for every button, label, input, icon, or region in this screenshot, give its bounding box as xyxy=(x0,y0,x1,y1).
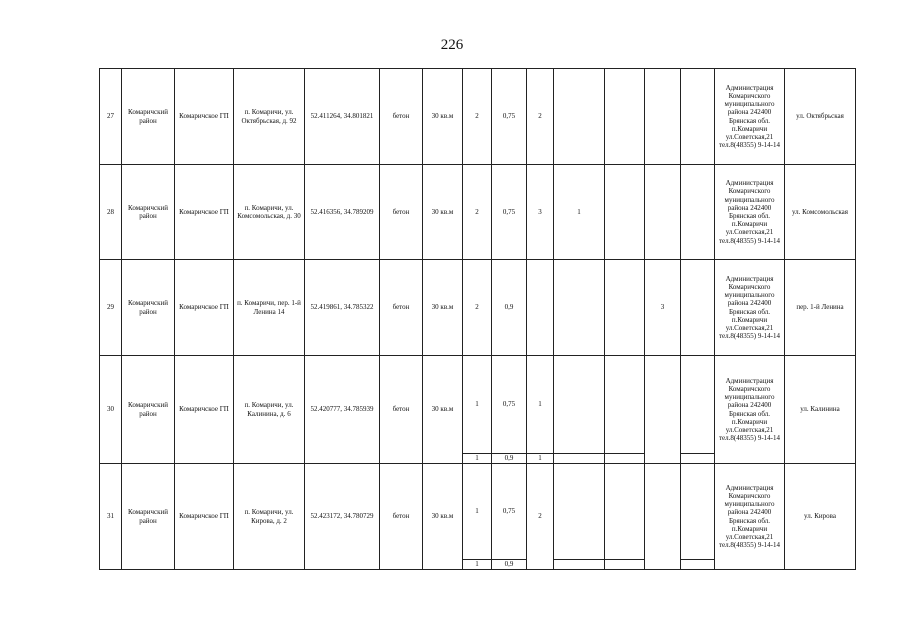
count-cell xyxy=(681,69,715,165)
count-cell: 2 xyxy=(527,464,554,570)
count-cell xyxy=(681,454,715,464)
count-cell xyxy=(554,69,605,165)
containers-cell: 2 xyxy=(463,165,492,260)
area-cell: 30 кв.м xyxy=(423,260,463,356)
volume-cell: 0,9 xyxy=(492,560,527,570)
containers-cell: 1 xyxy=(463,560,492,570)
volume-cell: 0,9 xyxy=(492,454,527,464)
containers-cell: 2 xyxy=(463,260,492,356)
count-cell xyxy=(645,69,681,165)
count-cell xyxy=(605,356,645,454)
address-cell: п. Комаричи, пер. 1-й Ленина 14 xyxy=(234,260,305,356)
count-cell: 3 xyxy=(645,260,681,356)
area-cell: 30 кв.м xyxy=(423,165,463,260)
surface-cell: бетон xyxy=(380,260,423,356)
settlement-cell: Комаричское ГП xyxy=(175,165,234,260)
containers-cell: 2 xyxy=(463,69,492,165)
street-cell: пер. 1-й Ленина xyxy=(785,260,856,356)
table-row xyxy=(100,165,856,260)
count-cell xyxy=(554,464,605,560)
volume-cell: 0,75 xyxy=(492,356,527,454)
district-cell: Комаричский район xyxy=(122,356,175,464)
table-row xyxy=(100,464,856,560)
count-cell xyxy=(645,165,681,260)
count-cell xyxy=(554,260,605,356)
count-cell: 1 xyxy=(527,356,554,454)
row-number: 29 xyxy=(100,260,122,356)
coordinates-cell: 52.420777, 34.785939 xyxy=(305,356,380,464)
count-cell xyxy=(605,69,645,165)
count-cell xyxy=(605,260,645,356)
table-row xyxy=(100,69,856,165)
address-cell: п. Комаричи, ул. Кирова, д. 2 xyxy=(234,464,305,570)
count-cell xyxy=(554,454,605,464)
surface-cell: бетон xyxy=(380,69,423,165)
street-cell: ул. Калинина xyxy=(785,356,856,464)
count-cell xyxy=(681,356,715,454)
count-cell xyxy=(681,260,715,356)
count-cell: 1 xyxy=(527,454,554,464)
count-cell xyxy=(605,454,645,464)
table-row xyxy=(100,260,856,356)
count-cell xyxy=(681,165,715,260)
settlement-cell: Комаричское ГП xyxy=(175,260,234,356)
count-cell: 1 xyxy=(554,165,605,260)
page-number: 226 xyxy=(440,37,464,53)
owner-cell: Администрация Комаричского муниципального района 242400 Брянская обл. п.Комаричи ул.Советская,21 тел.8(48355) 9-14-14 xyxy=(715,165,785,260)
volume-cell: 0,75 xyxy=(492,464,527,560)
area-cell: 30 кв.м xyxy=(423,464,463,570)
coordinates-cell: 52.416356, 34.789209 xyxy=(305,165,380,260)
count-cell xyxy=(681,560,715,570)
district-cell: Комаричский район xyxy=(122,165,175,260)
owner-cell: Администрация Комаричского муниципального района 242400 Брянская обл. п.Комаричи ул.Советская,21 тел.8(48355) 9-14-14 xyxy=(715,69,785,165)
volume-cell: 0,75 xyxy=(492,69,527,165)
row-number: 30 xyxy=(100,356,122,464)
row-number: 28 xyxy=(100,165,122,260)
count-cell xyxy=(605,464,645,560)
surface-cell: бетон xyxy=(380,356,423,464)
owner-cell: Администрация Комаричского муниципального района 242400 Брянская обл. п.Комаричи ул.Советская,21 тел.8(48355) 9-14-14 xyxy=(715,464,785,570)
count-cell xyxy=(605,560,645,570)
coordinates-cell: 52.411264, 34.801821 xyxy=(305,69,380,165)
area-cell: 30 кв.м xyxy=(423,69,463,165)
district-cell: Комаричский район xyxy=(122,260,175,356)
count-cell xyxy=(554,356,605,454)
owner-cell: Администрация Комаричского муниципального района 242400 Брянская обл. п.Комаричи ул.Советская,21 тел.8(48355) 9-14-14 xyxy=(715,356,785,464)
surface-cell: бетон xyxy=(380,165,423,260)
district-cell: Комаричский район xyxy=(122,464,175,570)
volume-cell: 0,75 xyxy=(492,165,527,260)
row-number: 31 xyxy=(100,464,122,570)
count-cell xyxy=(527,260,554,356)
count-cell xyxy=(681,464,715,560)
area-cell: 30 кв.м xyxy=(423,356,463,464)
street-cell: ул. Октябрьская xyxy=(785,69,856,165)
address-cell: п. Комаричи, ул. Комсомольская, д. 30 xyxy=(234,165,305,260)
count-cell xyxy=(554,560,605,570)
coordinates-cell: 52.423172, 34.780729 xyxy=(305,464,380,570)
count-cell xyxy=(645,464,681,570)
coordinates-cell: 52.419861, 34.785322 xyxy=(305,260,380,356)
count-cell xyxy=(645,356,681,464)
address-cell: п. Комаричи, ул. Калинина, д. 6 xyxy=(234,356,305,464)
surface-cell: бетон xyxy=(380,464,423,570)
street-cell: ул. Кирова xyxy=(785,464,856,570)
address-cell: п. Комаричи, ул. Октябрьская, д. 92 xyxy=(234,69,305,165)
row-number: 27 xyxy=(100,69,122,165)
containers-cell: 1 xyxy=(463,356,492,454)
count-cell xyxy=(605,165,645,260)
count-cell: 3 xyxy=(527,165,554,260)
volume-cell: 0,9 xyxy=(492,260,527,356)
registry-table xyxy=(99,68,856,570)
table-row xyxy=(100,356,856,454)
containers-cell: 1 xyxy=(463,454,492,464)
containers-cell: 1 xyxy=(463,464,492,560)
settlement-cell: Комаричское ГП xyxy=(175,69,234,165)
settlement-cell: Комаричское ГП xyxy=(175,356,234,464)
count-cell: 2 xyxy=(527,69,554,165)
district-cell: Комаричский район xyxy=(122,69,175,165)
owner-cell: Администрация Комаричского муниципального района 242400 Брянская обл. п.Комаричи ул.Советская,21 тел.8(48355) 9-14-14 xyxy=(715,260,785,356)
street-cell: ул. Комсомольская xyxy=(785,165,856,260)
settlement-cell: Комаричское ГП xyxy=(175,464,234,570)
